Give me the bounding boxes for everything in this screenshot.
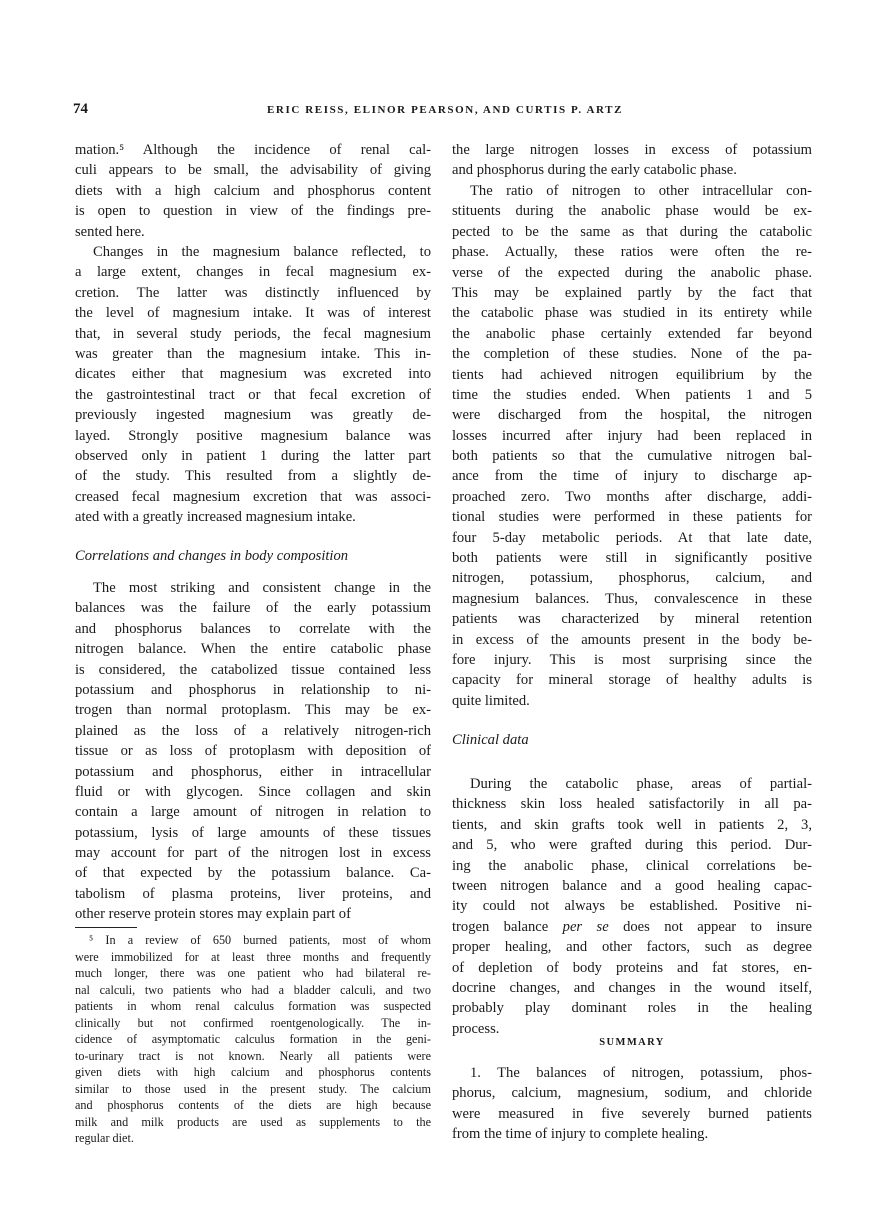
text-line: nitrogen, potassium, phosphorus, calcium, and [452,570,812,587]
text-line: creased fecal magnesium excretion that was associ- [75,488,431,505]
text-line: phorus, calcium, magnesium, sodium, and chloride [452,1085,812,1102]
text-line: dicates either that magnesium was excreted into [75,366,431,383]
text-line: trogen than normal protoplasm. This may be ex- [75,702,431,719]
text-line: diets with a high calcium and phosphorus content [75,182,431,199]
text-line: were measured in five severely burned patients [452,1105,812,1122]
text-line: sented here. [75,223,145,240]
section-heading-correlations: Correlations and changes in body composition [75,548,349,564]
text-line: ance from the time of injury to discharge ap- [452,468,812,485]
text-line: losses incurred after injury had been replaced in [452,427,812,444]
text-line: layed. Strongly positive magnesium balance was [75,427,431,444]
text-line: proached zero. Two months after discharge, addi- [452,488,812,505]
text-line: balances was the failure of the early potassium [75,600,431,617]
text-line: potassium, lysis of large amounts of these tissues [75,824,431,841]
text-line: of the study. This resulted from a slightly de- [75,468,431,485]
text-line: This may be explained partly by the fact that [452,284,812,301]
text-line: of that expected by the potassium balance. Ca- [75,865,431,882]
text-line: patients in whom renal calculus formation was suspected [75,999,431,1013]
text-line: fore injury. This is most surprising since the [452,651,812,668]
text-line: four 5-day metabolic periods. At that late date, [452,529,812,546]
text-line: tients had achieved nitrogen equilibrium by the [452,366,812,383]
text-line: clinically but not confirmed roentgenologically. The in- [75,1015,431,1030]
text-line: milk and milk products are used as supplements to the [75,1114,431,1129]
text-line: regular diet. [75,1131,134,1145]
text-fragment: does not appear to insure [608,918,812,935]
text-line: the catabolic phase was studied in its entirety while [452,305,812,322]
text-line: time the studies ended. When patients 1 and 5 [452,386,812,403]
text-line: proper healing, and other factors, such as degree [452,939,812,956]
text-line: cidence of asymptomatic calculus formation in the geni- [75,1032,431,1046]
text-line: in excess of the amounts present in the body be- [452,631,812,648]
text-line: is open to question in view of the findings pre- [75,203,431,220]
text-line: tabolism of plasma proteins, liver proteins, and [75,885,431,902]
text-line: tween nitrogen balance and a good healing capac- [452,877,812,894]
text-line: were discharged from the hospital, the nitrogen [452,407,812,424]
text-line: is considered, the catabolized tissue contained less [75,661,431,678]
text-line: the large nitrogen losses in excess of potassium [452,142,812,158]
text-line: of depletion of body proteins and fat stores, en- [452,959,812,976]
text-line: nal calculi, two patients who had a bladder calculi, and two [75,982,431,997]
text-line: other reserve protein stores may explain part of [75,906,351,923]
paragraph [75,578,431,925]
text-fragment: trogen balance [452,918,563,935]
paragraph [75,140,431,242]
text-line: culi appears to be small, the advisability of giving [75,162,431,179]
text-line: contain a large amount of nitrogen in relation to [75,804,431,821]
italic-phrase: per se [562,918,609,935]
text-line: and 5, who were grafted during this period. Dur- [452,837,812,854]
text-line: 1. The balances of nitrogen, potassium, phos- [470,1065,812,1081]
paragraph [452,140,812,181]
text-line: Changes in the magnesium balance reflected, to [93,244,431,260]
text-line [452,917,812,937]
running-head: ERIC REISS, ELINOR PEARSON, AND CURTIS P. ARTZ [266,104,624,116]
text-line: may account for part of the nitrogen lost in excess [75,845,431,862]
text-line: During the catabolic phase, areas of partial- [470,776,812,792]
text-line: ing the anabolic phase, clinical correlations be- [452,857,812,874]
text-line: the anabolic phase certainly extended far beyond [452,325,812,342]
text-line: that, in several study periods, the fecal magnesium [75,325,431,342]
text-line: docrine changes, and changes in the wound itself, [452,979,812,996]
text-line: from the time of injury to complete healing. [452,1126,709,1143]
text-line: and phosphorus contents of the diets are high because [75,1098,431,1112]
text-line: the completion of these studies. None of the pa- [452,346,812,363]
text-line: mation.⁵ Although the incidence of renal cal- [75,142,431,158]
text-line: plained as the loss of a relatively nitrogen-rich [75,722,431,739]
paragraph [452,181,812,711]
text-line: much longer, there was one patient who had bilateral re- [75,966,431,980]
text-line: patients was characterized by mineral retention [452,611,812,628]
text-line: was greater than the magnesium intake. This in- [75,345,431,362]
text-line: thickness skin loss healed satisfactorily in all pa- [452,796,812,813]
page-number: 74 [73,101,88,117]
text-line: tional studies were performed in these patients for [452,509,812,526]
text-line: verse of the expected during the anabolic phase. [452,264,812,281]
text-line: ated with a greatly increased magnesium intake. [75,509,356,526]
text-line: tients, and skin grafts took well in patients 2, 3, [452,816,812,833]
paragraph [452,774,812,1039]
text-line: phase. Actually, these ratios were often the re- [452,244,812,261]
footnote-divider [75,927,137,928]
text-line: The most striking and consistent change in the [93,580,431,596]
text-line: The ratio of nitrogen to other intracellular con- [470,183,812,199]
text-line: potassium and phosphorus in relationship to ni- [75,681,431,698]
text-line: the level of magnesium intake. It was of interest [75,305,431,322]
text-line: capacity for mineral storage of healthy adults is [452,672,812,689]
text-line: pected to be the same as that during the catabolic [452,223,812,240]
text-line: observed only in patient 1 during the latter part [75,447,431,464]
text-line: a large extent, changes in fecal magnesium ex- [75,264,431,281]
text-line: to-urinary tract is not known. Nearly all patients were [75,1048,431,1063]
text-line: given diets with high calcium and phosphorus contents [75,1065,431,1079]
text-line: were immobilized for at least three months and frequently [75,949,431,964]
paragraph [75,242,431,527]
section-heading-clinical-data: Clinical data [452,732,529,748]
text-line: ity could not always be established. Positive ni- [452,898,812,915]
text-line: similar to those used in the present study. The calcium [75,1081,431,1096]
section-heading-summary: SUMMARY [599,1037,665,1048]
text-line: cretion. The latter was distinctly influenced by [75,284,431,301]
text-line: both patients so that the cumulative nitrogen bal- [452,448,812,465]
text-line: tissue or as loss of protoplasm with deposition of [75,743,431,760]
text-line: process. [452,1020,500,1037]
text-line: probably play dominant roles in the healing [452,1000,812,1017]
footnote [75,932,431,1147]
text-line: nitrogen balance. When the entire catabolic phase [75,641,431,658]
text-line: stituents during the anabolic phase would be ex- [452,203,812,220]
text-line: the gastrointestinal tract or that fecal excretion of [75,386,431,403]
text-line: previously ingested magnesium was greatly de- [75,407,431,424]
text-line: and phosphorus during the early catabolic phase. [452,162,737,179]
text-line: quite limited. [452,692,530,709]
text-line: potassium and phosphorus, either in intracellular [75,763,431,780]
text-line: magnesium balances. Thus, convalescence in these [452,590,812,607]
text-line: and phosphorus balances to correlate with the [75,620,431,637]
text-line: both patients were still in significantly positive [452,550,812,567]
text-line: ⁵ In a review of 650 burned patients, most of whom [89,933,431,947]
text-line: fluid or with glycogen. Since collagen and skin [75,783,431,800]
paragraph [452,1063,812,1145]
